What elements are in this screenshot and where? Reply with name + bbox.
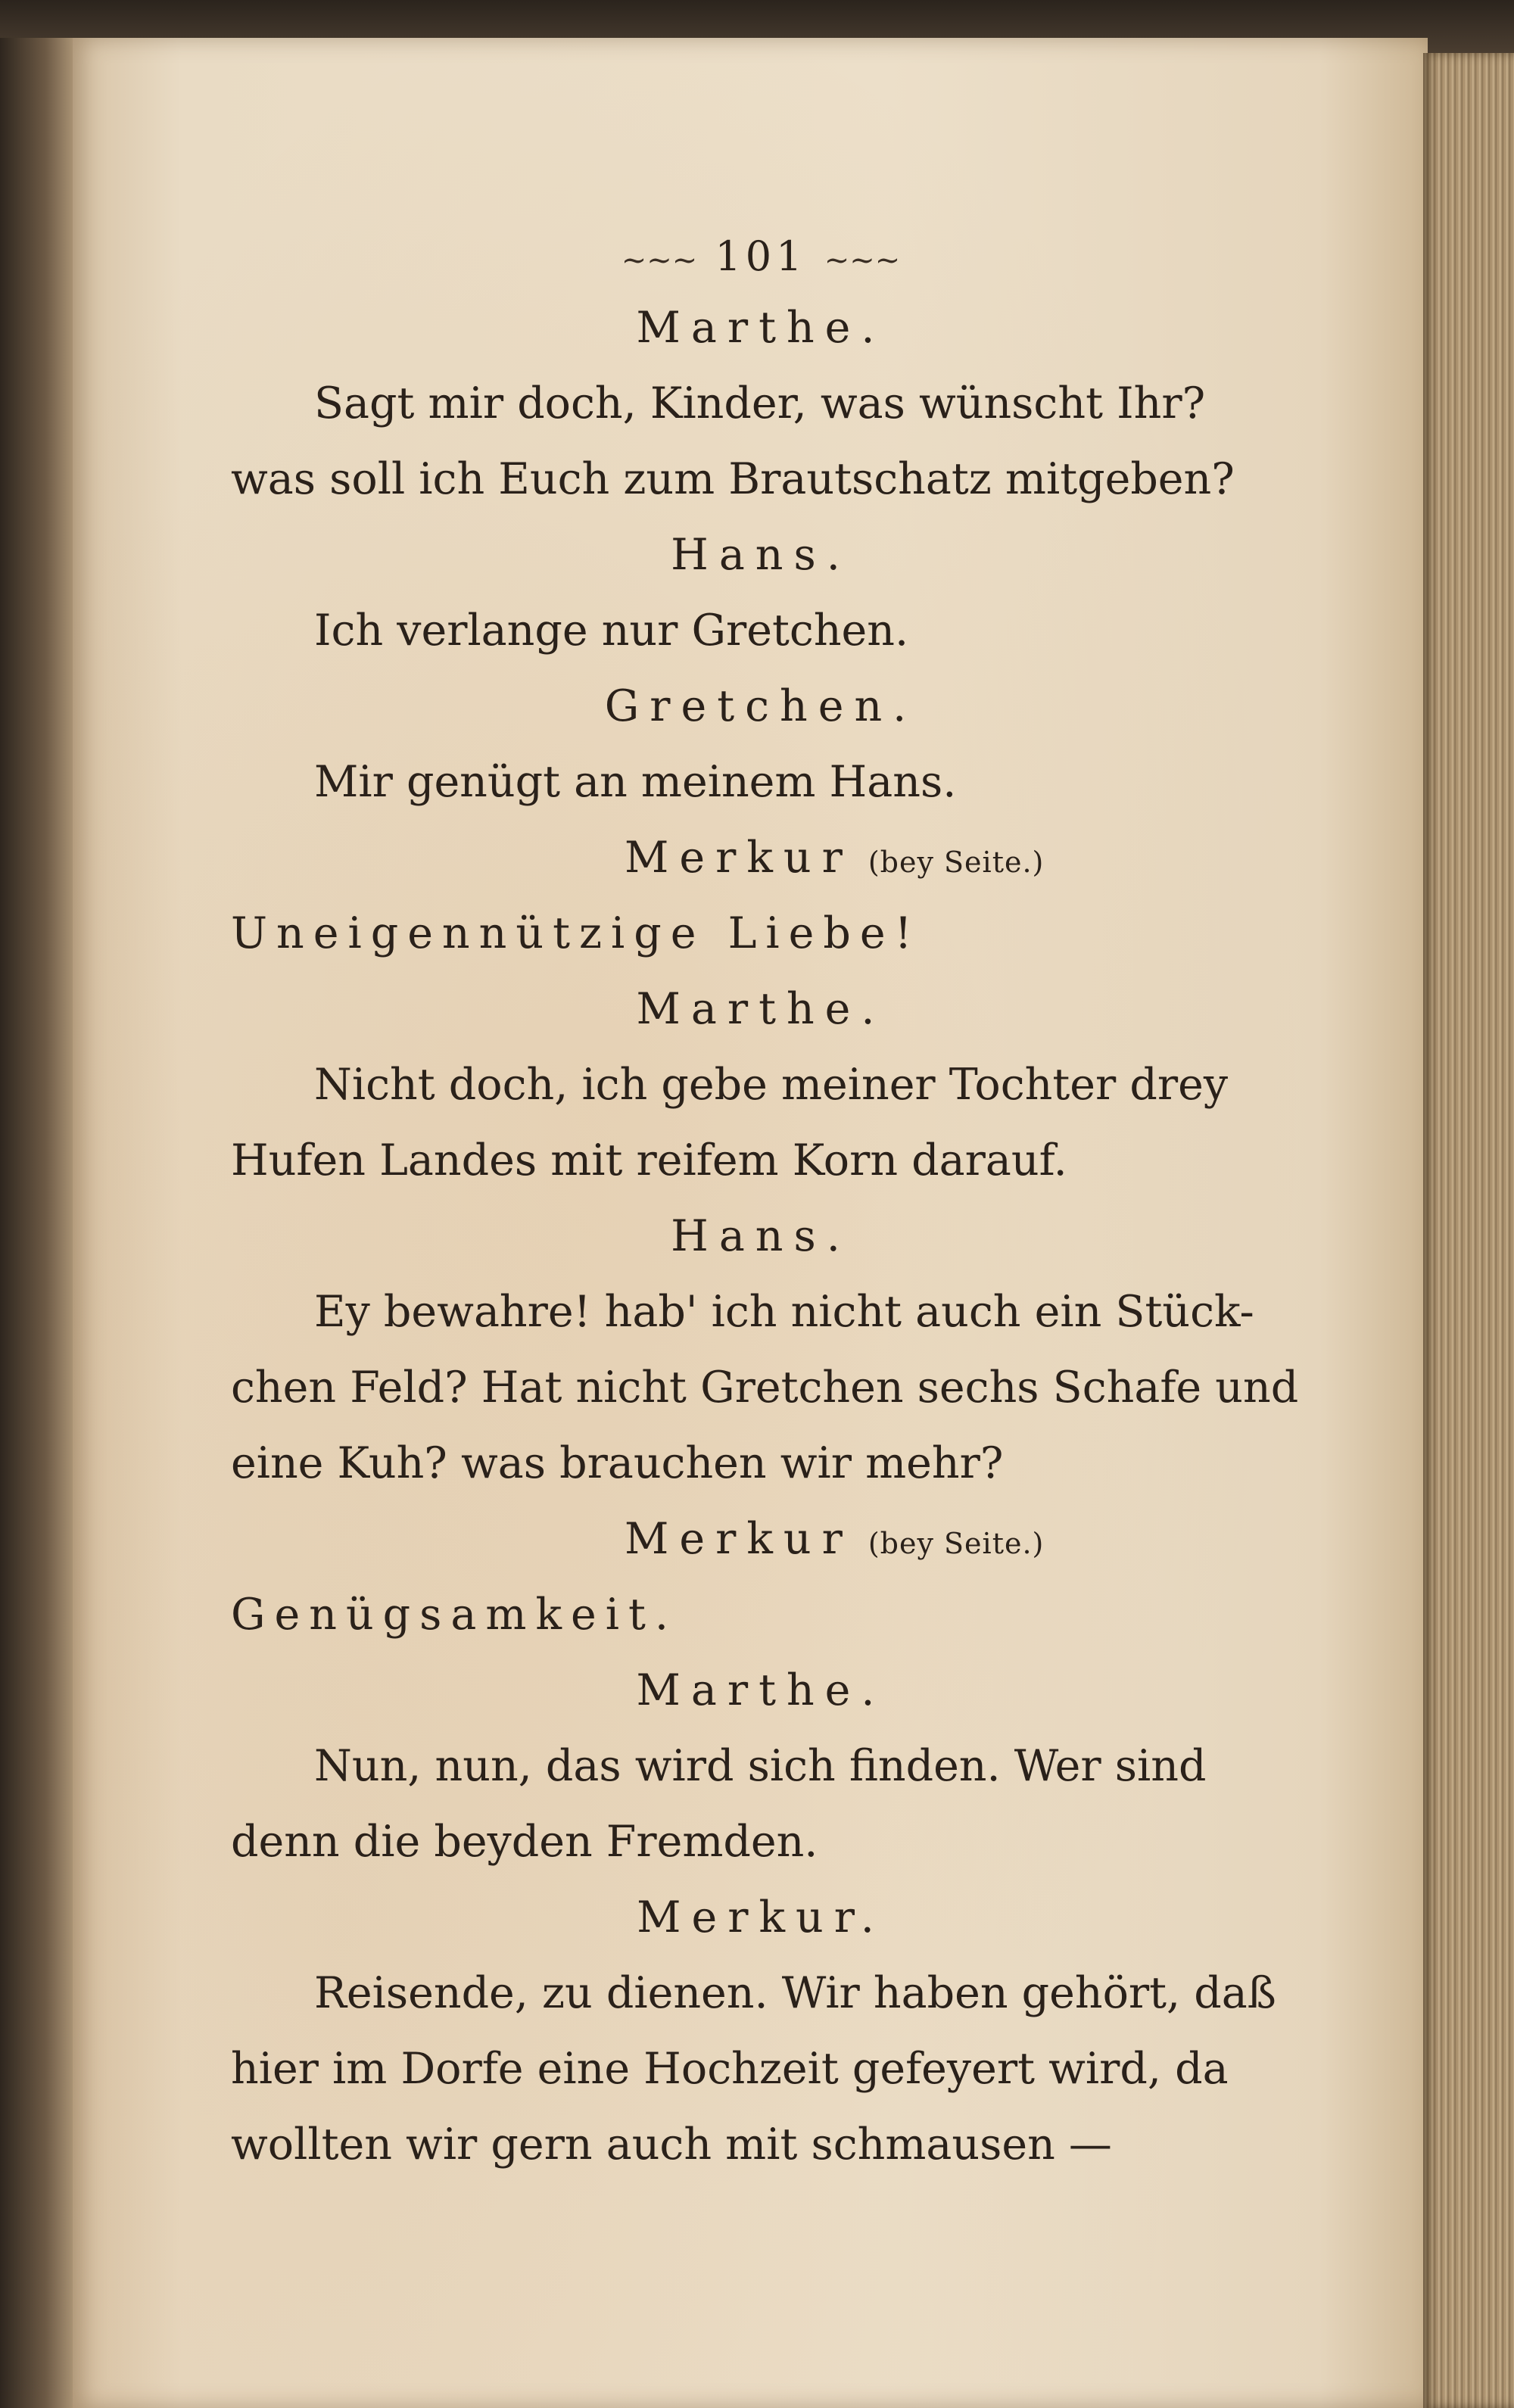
dialogue-line: denn die beyden Fremden. <box>231 1817 818 1867</box>
speaker-name: Marthe. <box>636 984 886 1034</box>
dialogue-line: Uneigennützige Liebe! <box>231 908 921 958</box>
page-header <box>231 223 1291 290</box>
dialogue-line: Genügsamkeit. <box>231 1590 678 1640</box>
speaker-name: Marthe. <box>636 1665 886 1715</box>
page-fore-edge <box>1423 53 1514 2408</box>
speaker-name: Hans. <box>671 1211 851 1261</box>
stage-direction: (bey Seite.) <box>868 1527 1045 1560</box>
dialogue-line: Ey bewahre! hab' ich nicht auch ein Stück- <box>314 1287 1254 1337</box>
dialogue-line: Mir genügt an meinem Hans. <box>314 757 957 807</box>
dialogue-line: Sagt mir doch, Kinder, was wünscht Ihr? <box>314 378 1206 428</box>
dialogue-line: wollten wir gern auch mit schmausen — <box>231 2120 1112 2170</box>
speaker-name: Gretchen. <box>604 681 917 731</box>
book-gutter <box>0 38 83 2408</box>
dialogue-line: was soll ich Euch zum Brautschatz mitgeben? <box>231 454 1235 504</box>
ornament-right: ~~~ <box>824 243 901 278</box>
dialogue-line: Nicht doch, ich gebe meiner Tochter drey <box>314 1060 1229 1110</box>
page-number: 101 <box>715 232 807 280</box>
dialogue-line: hier im Dorfe eine Hochzeit gefeyert wird, da <box>231 2044 1229 2094</box>
speaker-name: Merkur. <box>637 1892 885 1942</box>
stage-direction: (bey Seite.) <box>868 846 1045 879</box>
dialogue-line: chen Feld? Hat nicht Gretchen sechs Schafe und <box>231 1363 1299 1413</box>
dialogue-line: eine Kuh? was brauchen wir mehr? <box>231 1438 1004 1488</box>
page-text-block <box>231 223 1299 2182</box>
speaker-name: Merkur (bey Seite.) <box>625 1514 1045 1564</box>
speaker-name: Merkur (bey Seite.) <box>625 833 1045 883</box>
speaker-name: Hans. <box>671 530 851 580</box>
dialogue-line: Ich verlange nur Gretchen. <box>314 606 909 656</box>
speaker-name: Marthe. <box>636 303 886 353</box>
dialogue-line: Reisende, zu dienen. Wir haben gehört, daß <box>314 1968 1276 2018</box>
dialogue-line: Nun, nun, das wird sich finden. Wer sind <box>314 1741 1207 1791</box>
dialogue-line: Hufen Landes mit reifem Korn darauf. <box>231 1135 1067 1185</box>
ornament-left: ~~~ <box>621 243 698 278</box>
